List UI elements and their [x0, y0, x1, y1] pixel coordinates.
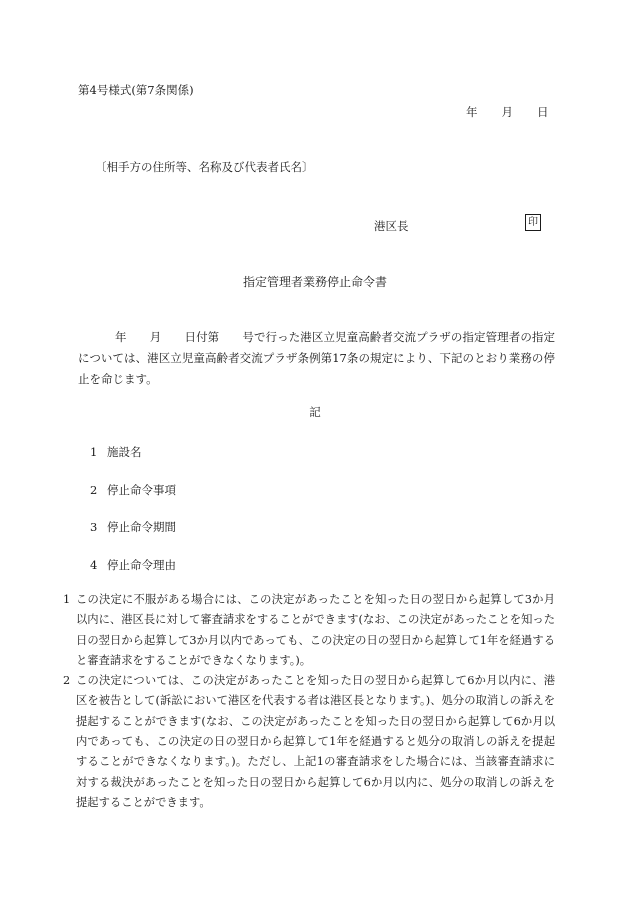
item-suspension-matters — [90, 482, 176, 498]
item-suspension-period — [90, 519, 176, 535]
note-text: この決定については、この決定があったことを知った日の翌日から起算して6か月以内に、港区を被告として(訴訟において港区を代表する者は港区長となります。)、処分の取消しの訴えを提起することができます(なお、この決定があったことを知った日の翌日から起算して6か月以内であっても、この決定の日の翌日から起算して1年を経過すると処分の取消しの訴えを提起することができなくなります。)。ただし、上記1の審査請求をした場合には、当該審査請求に対する裁決があったことを知った日の翌日から起算して6か月以内に、処分の取消しの訴えを提起することができます。 — [76, 674, 555, 809]
date-day: 日 — [537, 105, 549, 119]
date-year: 年 — [466, 105, 478, 119]
form-number: 第4号様式(第7条関係) — [78, 83, 194, 97]
item-label: 停止命令理由 — [107, 558, 176, 572]
date-line — [466, 104, 549, 120]
date-month: 月 — [501, 105, 513, 119]
note-number: 2 — [63, 674, 71, 688]
issuer-title: 港区長 — [374, 219, 409, 233]
item-number: 2 — [90, 483, 98, 497]
note-revocation-suit — [63, 671, 555, 813]
recipient-placeholder: 〔相手方の住所等、名称及び代表者氏名〕 — [95, 160, 314, 174]
note-appeal-request — [63, 590, 555, 671]
item-label: 停止命令期間 — [107, 520, 176, 534]
note-text: この決定に不服がある場合には、この決定があったことを知った日の翌日から起算して3か月以内に、港区長に対して審査請求をすることができます(なお、この決定があったことを知った日の翌日から起算して3か月以内であっても、この決定の日の翌日から起算して1年を経過すると審査請求をすることができなくなります。)。 — [76, 593, 555, 667]
notes-section — [63, 590, 555, 813]
document-title: 指定管理者業務停止命令書 — [242, 275, 387, 289]
ki-heading: 記 — [309, 405, 321, 419]
item-number: 1 — [90, 445, 98, 459]
item-number: 3 — [90, 520, 98, 534]
item-number: 4 — [90, 558, 98, 572]
item-suspension-reason — [90, 557, 176, 573]
item-label: 施設名 — [107, 445, 142, 459]
seal-mark: 印 — [525, 214, 541, 231]
item-label: 停止命令事項 — [107, 483, 176, 497]
item-facility-name — [90, 444, 142, 460]
note-number: 1 — [63, 593, 71, 606]
body-paragraph: 年 月 日付第 号で行った港区立児童高齢者交流プラザの指定管理者の指定については、港区立児童高齢者交流プラザ条例第17条の規定により、下記のとおり業務の停止を命じます。 — [78, 330, 555, 386]
